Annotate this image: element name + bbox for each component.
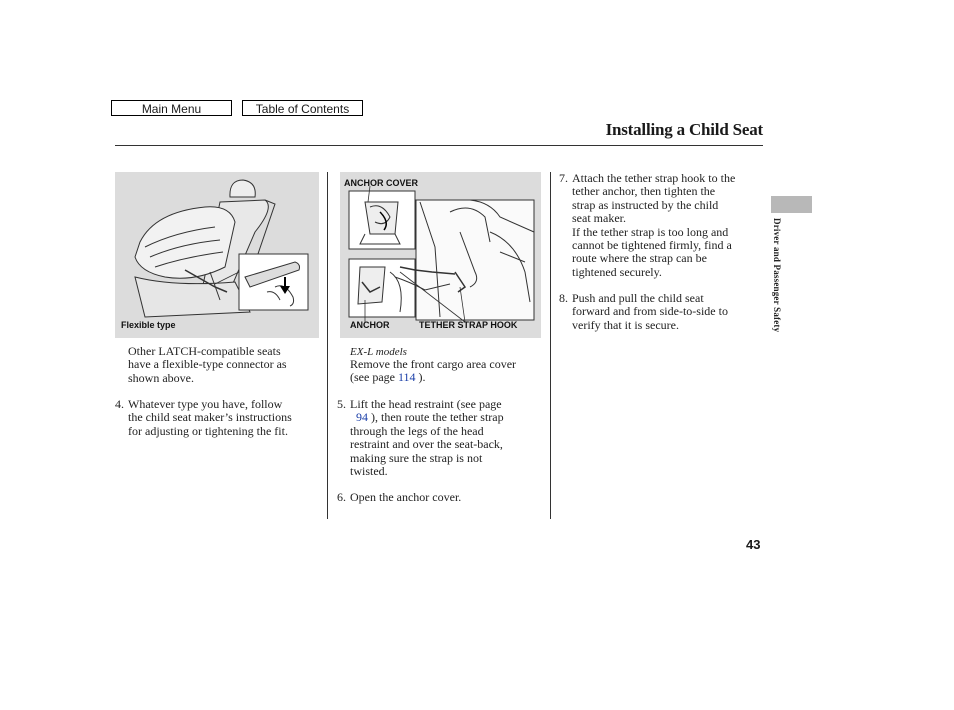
text-line: restraint and over the seat-back,: [350, 437, 503, 452]
text-line: tightened securely.: [572, 264, 662, 279]
page-link-114[interactable]: 114: [397, 370, 416, 385]
text-line: tether anchor, then tighten the: [572, 184, 716, 199]
step-6-text: Open the anchor cover.: [350, 490, 462, 504]
figure-label-flexible-type: Flexible type: [121, 320, 176, 330]
anchor-illustration: [340, 172, 541, 338]
step-4-number: 4.: [115, 397, 124, 411]
text-line: have a flexible-type connector as: [128, 357, 287, 372]
text-fragment: ), then route the tether strap: [368, 410, 504, 425]
column-divider-2: [550, 172, 551, 519]
text-line: Remove the front cargo area cover: [350, 357, 517, 371]
text-line: making sure the strap is not: [350, 450, 483, 465]
step-5-number: 5.: [337, 397, 346, 411]
text-line: for adjusting or tightening the fit.: [128, 423, 288, 438]
figure-label-anchor-cover: ANCHOR COVER: [344, 178, 419, 188]
text-line: [350, 411, 504, 424]
latch-paragraph: [128, 345, 287, 385]
step-7-text: [572, 172, 735, 279]
step-8-number: 8.: [559, 291, 568, 305]
text-line: Other LATCH-compatible seats: [128, 344, 281, 358]
header-rule: [115, 145, 763, 146]
step-7-number: 7.: [559, 171, 568, 185]
table-of-contents-button[interactable]: Table of Contents: [242, 100, 363, 116]
text-line: Lift the head restraint (see page: [350, 397, 502, 411]
text-fragment: ).: [415, 370, 426, 385]
text-line: forward and from side-to-side to: [572, 304, 728, 319]
child-seat-flexible-illustration: [115, 172, 319, 338]
text-line: seat maker.: [572, 211, 626, 226]
text-line: Attach the tether strap hook to the: [572, 171, 736, 185]
text-line: through the legs of the head: [350, 423, 484, 438]
step-4-text: [128, 398, 292, 438]
step-5-text: [350, 398, 504, 478]
models-label: EX-L models: [350, 346, 407, 358]
column-divider-1: [327, 172, 328, 519]
page-link-94[interactable]: 94: [356, 410, 368, 425]
text-line: route where the strap can be: [572, 251, 707, 266]
page-title: Installing a Child Seat: [605, 120, 763, 139]
text-line: cannot be tightened firmly, find a: [572, 238, 732, 253]
section-side-label: Driver and Passenger Safety: [772, 218, 782, 333]
text-fragment: (see page: [350, 370, 398, 385]
text-line: verify that it is secure.: [572, 317, 679, 332]
step-8-text: [572, 292, 728, 332]
flexible-type-illustration: [115, 172, 319, 338]
text-line: shown above.: [128, 370, 194, 385]
text-line: Push and pull the child seat: [572, 291, 704, 305]
section-tab: [771, 196, 812, 213]
step-6-number: 6.: [337, 490, 346, 504]
remove-cover-paragraph: [350, 358, 516, 385]
anchor-cover-illustration: [340, 172, 541, 338]
figure-label-tether-strap-hook: TETHER STRAP HOOK: [419, 320, 518, 330]
text-line: If the tether strap is too long and: [572, 224, 729, 239]
text-line: the child seat maker’s instructions: [128, 410, 292, 425]
figure-label-anchor: ANCHOR: [350, 320, 390, 330]
text-line: strap as instructed by the child: [572, 197, 719, 212]
text-line: twisted.: [350, 464, 388, 479]
text-line: Whatever type you have, follow: [128, 397, 283, 411]
page-number: 43: [746, 537, 761, 552]
text-line: [350, 371, 516, 384]
main-menu-button[interactable]: Main Menu: [111, 100, 232, 116]
